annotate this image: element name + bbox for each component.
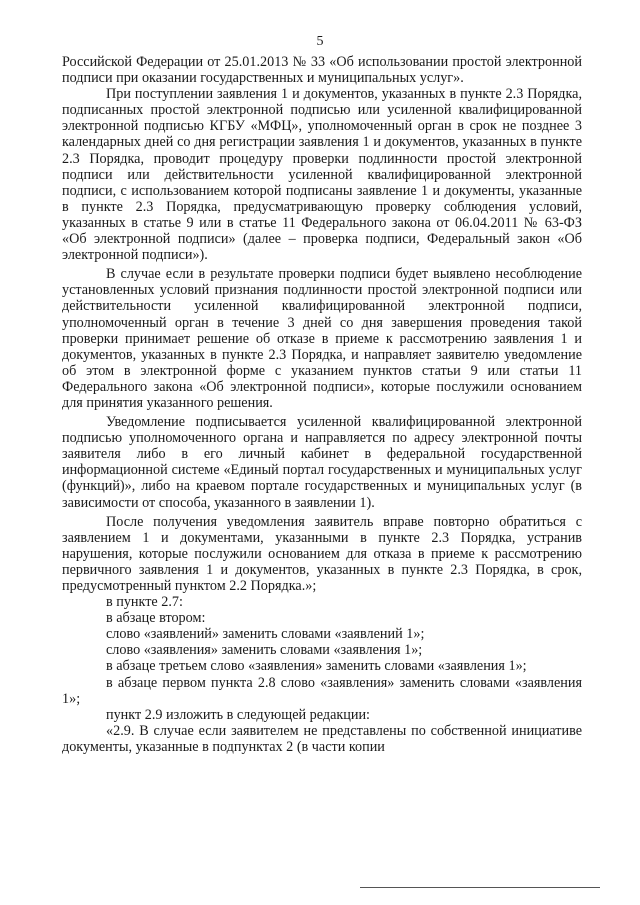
- paragraph-item-2-8: в абзаце первом пункта 2.8 слово «заявления» заменить словами «заявления 1»;: [62, 674, 582, 707]
- paragraph-signature-check: При поступлении заявления 1 и документов, указанных в пункте 2.3 Порядка, подписанных простой электронной подписью или усиленной квалифицированной электронной подписью КГБУ «МФЦ», уполномоченный орган в срок не позднее 3 календарных дней со дня регистрации заявления 1 и документов, указанных в пункте 2.3 Порядка, проводит процедуру проверки подлинности простой электронной подписи или действительности усиленной квалифицированной электронной подписи, с использованием которой подписаны заявление 1 и документы, указанные в пункте 2.3 Порядка, предусматривающую проверку соблюдения условий, указанных в статье 9 или в статье 11 Федерального закона от 06.04.2011 № 63-ФЗ «Об электронной подписи» (далее – проверка подписи, Федеральный закон «Об электронной подписи»).: [62, 86, 582, 264]
- paragraph-third-para: в абзаце третьем слово «заявления» заменить словами «заявления 1»;: [106, 658, 527, 675]
- paragraph-item-2-9: пункт 2.9 изложить в следующей редакции:: [106, 706, 370, 723]
- paragraph-2-9-text: «2.9. В случае если заявителем не представлены по собственной инициативе документы, указанные в подпунктах 2 (в части копии: [62, 722, 582, 755]
- document-body: [62, 54, 582, 755]
- paragraph-second-para: в абзаце втором:: [106, 610, 206, 627]
- bottom-rule: [360, 887, 600, 888]
- paragraph-reapply: После получения уведомления заявитель вправе повторно обратиться с заявлением 1 и документами, указанными в пункте 2.3 Порядка, устранив нарушения, которые послужили основанием для отказа в приеме к рассмотрению первичного заявления 1 и документов, указанных в пункте 2.3 Порядка, в срок, предусмотренный пунктом 2.2 Порядка.»;: [62, 513, 582, 594]
- page-number: 5: [316, 34, 324, 49]
- paragraph-replace-2: слово «заявления» заменить словами «заявления 1»;: [106, 642, 423, 659]
- paragraph-item-2-7: в пункте 2.7:: [106, 594, 183, 611]
- paragraph-notification: Уведомление подписывается усиленной квалифицированной электронной подписью уполномоченного органа и направляется по адресу электронной почты заявителя либо в его личный кабинет в федеральной государственной информационной системе «Единый портал государственных и муниципальных услуг (функций)», либо на краевом портале государственных и муниципальных услуг (в зависимости от способа, указанного в заявлении 1).: [62, 414, 582, 511]
- paragraph-refusal: В случае если в результате проверки подписи будет выявлено несоблюдение установленных условий признания подлинности простой электронной подписи или действительности усиленной квалифицированной электронной подписи, уполномоченный орган в течение 3 дней со дня завершения проведения такой проверки принимает решение об отказе в приеме к рассмотрению заявления 1 и документов, указанных в пункте 2.3 Порядка, и направляет заявителю уведомление об этом в электронной форме с указанием пунктов статьи 9 или статьи 11 Федерального закона «Об электронной подписи», которые послужили основанием для принятия указанного решения.: [62, 266, 582, 411]
- paragraph-continuation: Российской Федерации от 25.01.2013 № 33 «Об использовании простой электронной подписи при оказании государственных и муниципальных услуг».: [62, 54, 582, 87]
- paragraph-replace-1: слово «заявлений» заменить словами «заявлений 1»;: [106, 626, 425, 643]
